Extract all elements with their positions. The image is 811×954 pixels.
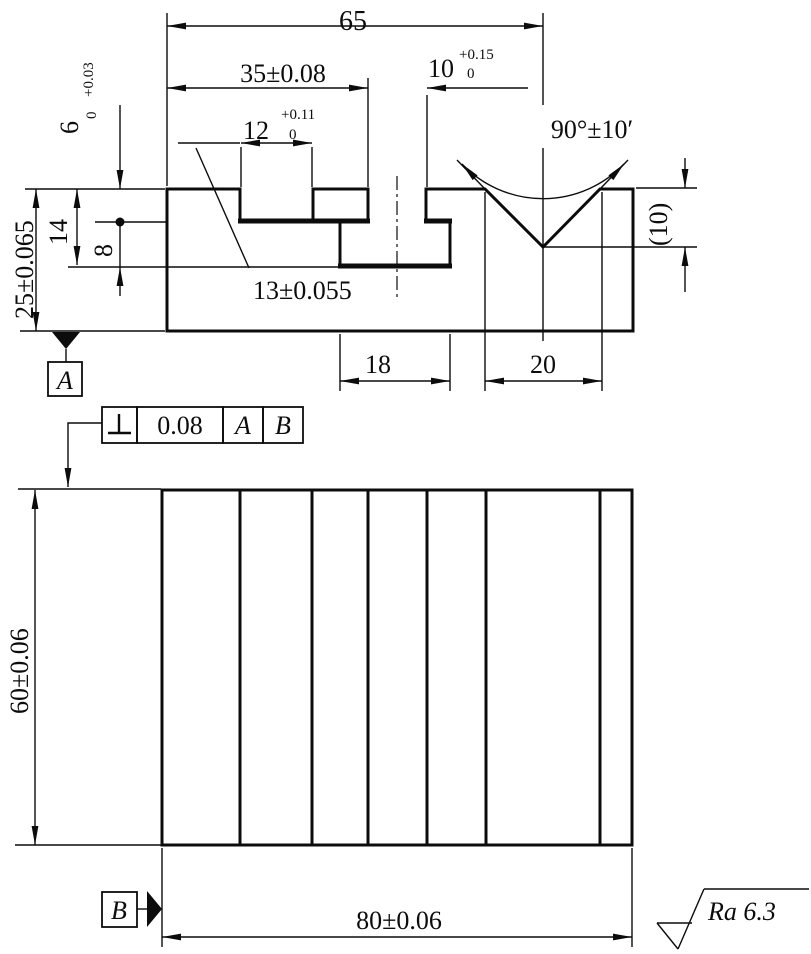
dim-text-20: 20 [530, 350, 556, 379]
dim-text-25: 25±0.065 [10, 220, 39, 319]
dim-text-35: 35±0.08 [240, 59, 326, 88]
dim-text-10-tol-upper: +0.15 [459, 47, 494, 63]
datum-a-label: A [57, 366, 73, 395]
dim-text-65: 65 [339, 6, 367, 37]
dim-text-6-tol-upper: +0.03 [81, 62, 97, 97]
dim-text-10-ref: (10) [644, 202, 673, 246]
dim-text-60: 60±0.06 [5, 628, 34, 714]
fcf-tolerance: 0.08 [157, 411, 203, 440]
surface-finish-label: Ra 6.3 [708, 897, 776, 926]
fcf-datum-1: A [235, 411, 251, 440]
fcf-datum-2: B [275, 411, 291, 440]
dim-text-angle: 90°±10′ [550, 115, 634, 144]
datum-b-label: B [111, 896, 127, 925]
dim-text-10: 10 [428, 54, 454, 83]
dim-text-13: 13±0.055 [253, 276, 352, 305]
dim-text-12: 12 [243, 116, 269, 145]
dim-text-80: 80±0.06 [356, 906, 442, 935]
dim-text-14: 14 [44, 219, 73, 245]
dim-text-6: 6 [55, 121, 84, 134]
dim-text-12-tol-lower: 0 [289, 127, 297, 143]
dim-text-18: 18 [365, 350, 391, 379]
dim-text-10-tol-lower: 0 [467, 66, 475, 82]
dim-text-6-tol-lower: 0 [84, 111, 100, 119]
dim-text-8: 8 [89, 244, 118, 257]
dim-text-12-tol-upper: +0.11 [281, 107, 316, 123]
